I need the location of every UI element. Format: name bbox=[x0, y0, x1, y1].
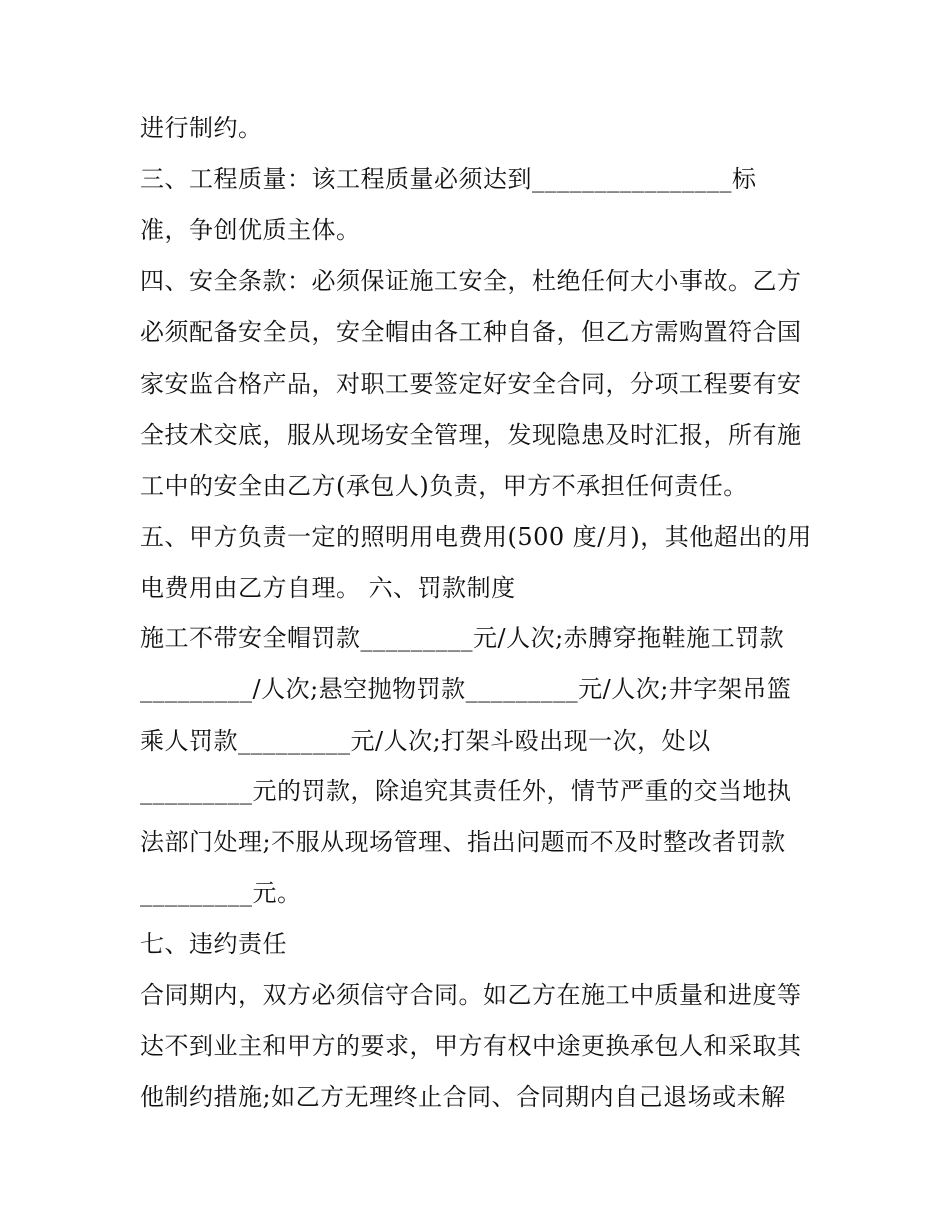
text-line: 他制约措施;如乙方无理终止合同、合同期内自己退场或未解 bbox=[140, 1083, 786, 1111]
text-line: _________元。 bbox=[140, 879, 302, 907]
text-line: _________/人次;悬空抛物罚款_________元/人次;井字架吊篮 bbox=[140, 675, 792, 703]
text-line: 合同期内，双方必须信守合同。如乙方在施工中质量和进度等 bbox=[140, 981, 802, 1009]
text-line: 四、安全条款：必须保证施工安全，杜绝任何大小事故。乙方 bbox=[140, 267, 802, 295]
text-line: 七、违约责任 bbox=[140, 930, 287, 958]
text-line: 家安监合格产品，对职工要签定好安全合同，分项工程要有安 bbox=[140, 370, 802, 398]
text-line: 工中的安全由乙方(承包人)负责，甲方不承担任何责任。 bbox=[140, 472, 748, 500]
text-line: 进行制约。 bbox=[140, 114, 263, 142]
text-line: 五、甲方负责一定的照明用电费用(500 度/月)，其他超出的用 bbox=[140, 523, 812, 551]
text-line: 电费用由乙方自理。 六、罚款制度 bbox=[140, 574, 516, 602]
text-line: 必须配备安全员，安全帽由各工种自备，但乙方需购置符合国 bbox=[140, 318, 802, 346]
text-line: 达不到业主和甲方的要求，甲方有权中途更换承包人和采取其 bbox=[140, 1032, 802, 1060]
text-line: 施工不带安全帽罚款_________元/人次;赤膊穿拖鞋施工罚款 bbox=[140, 624, 785, 652]
text-line: 全技术交底，服从现场安全管理，发现隐患及时汇报，所有施 bbox=[140, 421, 802, 449]
text-line: 准，争创优质主体。 bbox=[140, 216, 361, 244]
text-line: 三、工程质量：该工程质量必须达到________________标 bbox=[140, 165, 757, 193]
text-line: 法部门处理;不服从现场管理、指出问题而不及时整改者罚款 bbox=[140, 828, 786, 856]
text-line: 乘人罚款_________元/人次;打架斗殴出现一次，处以 bbox=[140, 727, 711, 755]
text-line: _________元的罚款，除追究其责任外，情节严重的交当地执 bbox=[140, 777, 792, 805]
